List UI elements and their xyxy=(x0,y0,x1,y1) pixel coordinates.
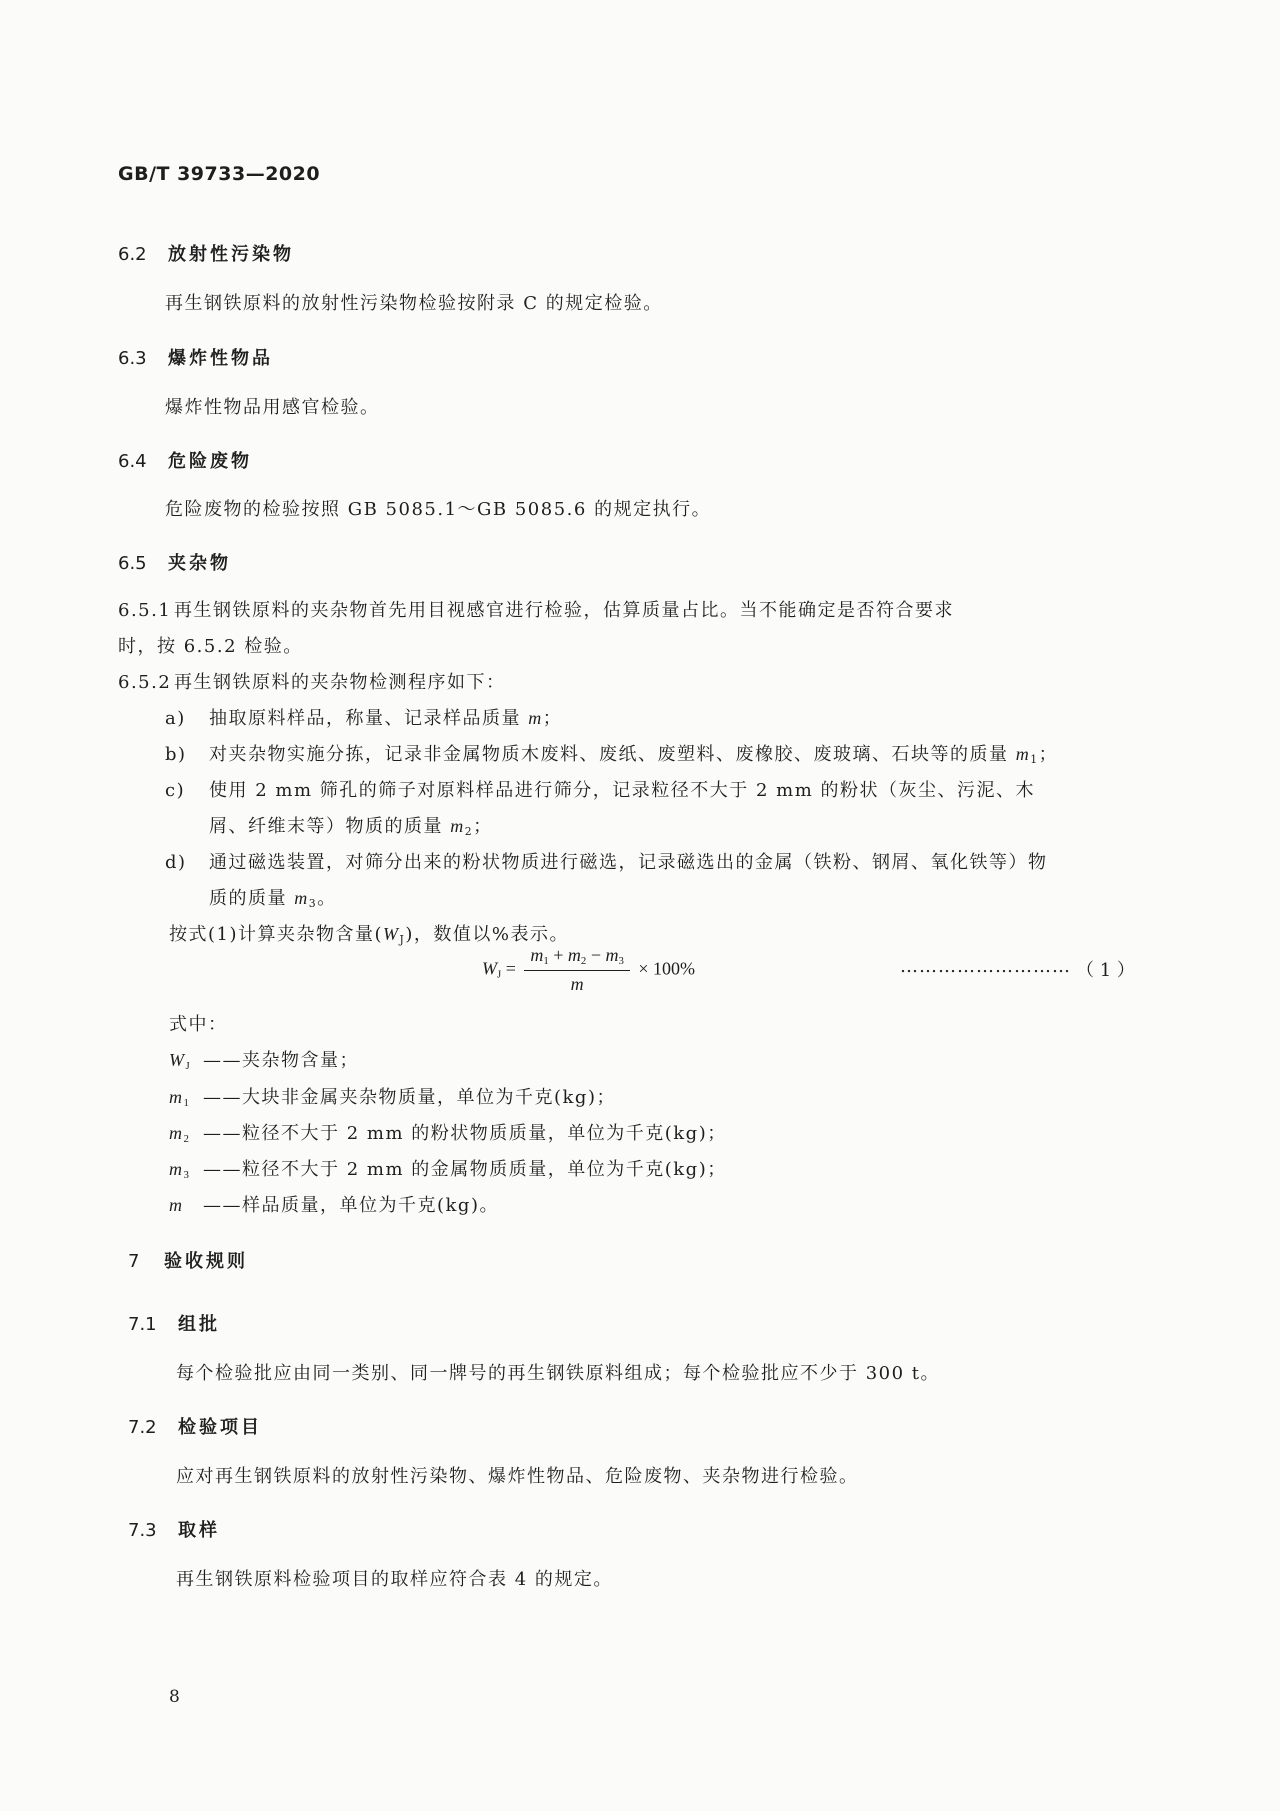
section-heading-6-2 xyxy=(118,240,294,266)
var-desc: ——夹杂物含量； xyxy=(203,1050,359,1071)
section-number: 6.2 xyxy=(118,244,147,265)
math-sub: 3 xyxy=(183,1169,191,1182)
math-sub: J xyxy=(497,968,502,981)
item-label: c) xyxy=(165,780,186,801)
math-sub: 1 xyxy=(1030,753,1039,767)
math-sub: J xyxy=(399,933,406,947)
math-var: m xyxy=(294,888,309,908)
text: 按式(1)计算夹杂物含量( xyxy=(169,924,384,945)
denominator: m xyxy=(570,974,584,995)
list-item-d-line1 xyxy=(165,848,1048,874)
list-item-a xyxy=(165,704,562,730)
math-sub: J xyxy=(185,1060,192,1073)
section-heading-7 xyxy=(128,1247,248,1273)
paragraph-6-2: 再生钢铁原料的放射性污染物检验按附录 C 的规定检验。 xyxy=(165,293,663,314)
item-label: a) xyxy=(165,708,186,729)
section-heading-7-1 xyxy=(128,1310,220,1336)
section-number: 7.2 xyxy=(128,1417,157,1438)
math-var: W xyxy=(169,1050,186,1070)
paragraph-7-1: 每个检验批应由同一类别、同一牌号的再生钢铁原料组成；每个检验批应不少于 300 t。 xyxy=(176,1363,941,1384)
clause-text: 再生钢铁原料的夹杂物检测程序如下： xyxy=(174,672,506,693)
section-title: 爆炸性物品 xyxy=(168,348,273,369)
equation-number: （ 1 ） xyxy=(1076,960,1135,981)
section-number: 6.5 xyxy=(118,553,147,574)
clause-text: 再生钢铁原料的夹杂物首先用目视感官进行检验，估算质量占比。当不能确定是否符合要求 xyxy=(174,600,954,621)
where-label: 式中： xyxy=(169,1014,228,1035)
var-def-wj xyxy=(169,1046,359,1072)
var-desc: ——粒径不大于 2 mm 的粉状物质质量，单位为千克(kg)； xyxy=(203,1123,727,1144)
clause-6-5-1-line2: 时，按 6.5.2 检验。 xyxy=(118,636,303,657)
numerator: $m_1 + m_2 - m_3$ xyxy=(524,945,630,971)
list-item-c-line2 xyxy=(209,812,493,838)
math-var: m xyxy=(528,708,543,728)
math-var: m xyxy=(450,816,465,836)
clause-number: 6.5.1 xyxy=(118,600,172,621)
page-number: 8 xyxy=(169,1687,180,1707)
var-def-m3 xyxy=(169,1155,727,1181)
section-heading-6-3 xyxy=(118,344,273,370)
math-var: m xyxy=(169,1195,184,1215)
item-end: ； xyxy=(473,816,493,837)
formula-tail: × 100% xyxy=(638,958,696,979)
clause-6-5-2 xyxy=(118,668,506,694)
var-desc: ——样品质量，单位为千克(kg)。 xyxy=(203,1195,499,1216)
section-number: 7.3 xyxy=(128,1520,157,1541)
fraction xyxy=(524,945,630,995)
var-def-m1 xyxy=(169,1083,616,1109)
item-text: 使用 2 mm 筛孔的筛子对原料样品进行筛分，记录粒径不大于 2 mm 的粉状（灰尘、污泥、木 xyxy=(209,780,1036,801)
item-text: 对夹杂物实施分拣，记录非金属物质木废料、废纸、废塑料、废橡胶、废玻璃、石块等的质量 xyxy=(209,744,1016,765)
section-number: 6.4 xyxy=(118,451,147,472)
section-number: 6.3 xyxy=(118,348,147,369)
var-def-m2 xyxy=(169,1119,727,1145)
paragraph-6-4: 危险废物的检验按照 GB 5085.1～GB 5085.6 的规定执行。 xyxy=(165,499,712,520)
var-desc: ——大块非金属夹杂物质量，单位为千克(kg)； xyxy=(203,1087,616,1108)
var-desc: ——粒径不大于 2 mm 的金属物质质量，单位为千克(kg)； xyxy=(203,1159,727,1180)
formula-1 xyxy=(482,945,695,995)
item-text: 抽取原料样品，称量、记录样品质量 xyxy=(209,708,529,729)
item-text: 质的质量 xyxy=(209,888,295,909)
math-var: m xyxy=(169,1087,184,1107)
equals-sign: = xyxy=(505,958,516,979)
section-number: 7.1 xyxy=(128,1314,157,1335)
var-def-m xyxy=(169,1191,499,1217)
math-var: m xyxy=(1015,744,1031,764)
section-title: 危险废物 xyxy=(168,451,252,472)
section-title: 验收规则 xyxy=(164,1251,248,1272)
paragraph-6-3: 爆炸性物品用感官检验。 xyxy=(165,397,380,418)
leader-dots: ……………………… xyxy=(900,956,1071,977)
math-sub: 3 xyxy=(308,897,318,911)
math-sub: 1 xyxy=(183,1097,191,1110)
math-var: m xyxy=(169,1123,184,1143)
math-sub: 2 xyxy=(464,825,474,839)
math-var: W xyxy=(383,924,400,944)
list-item-b xyxy=(165,740,1058,766)
math-sub: 2 xyxy=(183,1133,191,1146)
text: )，数值以%表示。 xyxy=(405,924,570,945)
section-title: 取样 xyxy=(178,1520,220,1541)
list-item-d-line2 xyxy=(209,884,337,910)
math-var: W xyxy=(482,958,497,979)
item-text: 通过磁选装置，对筛分出来的粉状物质进行磁选，记录磁选出的金属（铁粉、钢屑、氧化铁等）物 xyxy=(209,852,1048,873)
clause-6-5-1-line1 xyxy=(118,596,954,622)
section-heading-7-2 xyxy=(128,1413,262,1439)
item-label: d) xyxy=(165,852,187,873)
section-heading-6-5 xyxy=(118,549,231,575)
section-heading-7-3 xyxy=(128,1516,220,1542)
calc-instruction xyxy=(169,920,569,946)
section-title: 放射性污染物 xyxy=(168,244,294,265)
item-end: 。 xyxy=(317,888,337,909)
section-title: 检验项目 xyxy=(178,1417,262,1438)
section-heading-6-4 xyxy=(118,447,252,473)
document-code: GB/T 39733—2020 xyxy=(118,163,321,185)
item-end: ； xyxy=(1038,744,1059,765)
section-number: 7 xyxy=(128,1251,140,1272)
list-item-c-line1 xyxy=(165,776,1035,802)
clause-number: 6.5.2 xyxy=(118,672,172,693)
section-title: 组批 xyxy=(178,1314,220,1335)
paragraph-7-2: 应对再生钢铁原料的放射性污染物、爆炸性物品、危险废物、夹杂物进行检验。 xyxy=(176,1466,859,1487)
item-text: 屑、纤维末等）物质的质量 xyxy=(209,816,451,837)
section-title: 夹杂物 xyxy=(168,553,231,574)
item-label: b) xyxy=(165,744,187,765)
item-end: ； xyxy=(542,708,563,729)
math-var: m xyxy=(169,1159,184,1179)
paragraph-7-3: 再生钢铁原料检验项目的取样应符合表 4 的规定。 xyxy=(176,1569,613,1590)
